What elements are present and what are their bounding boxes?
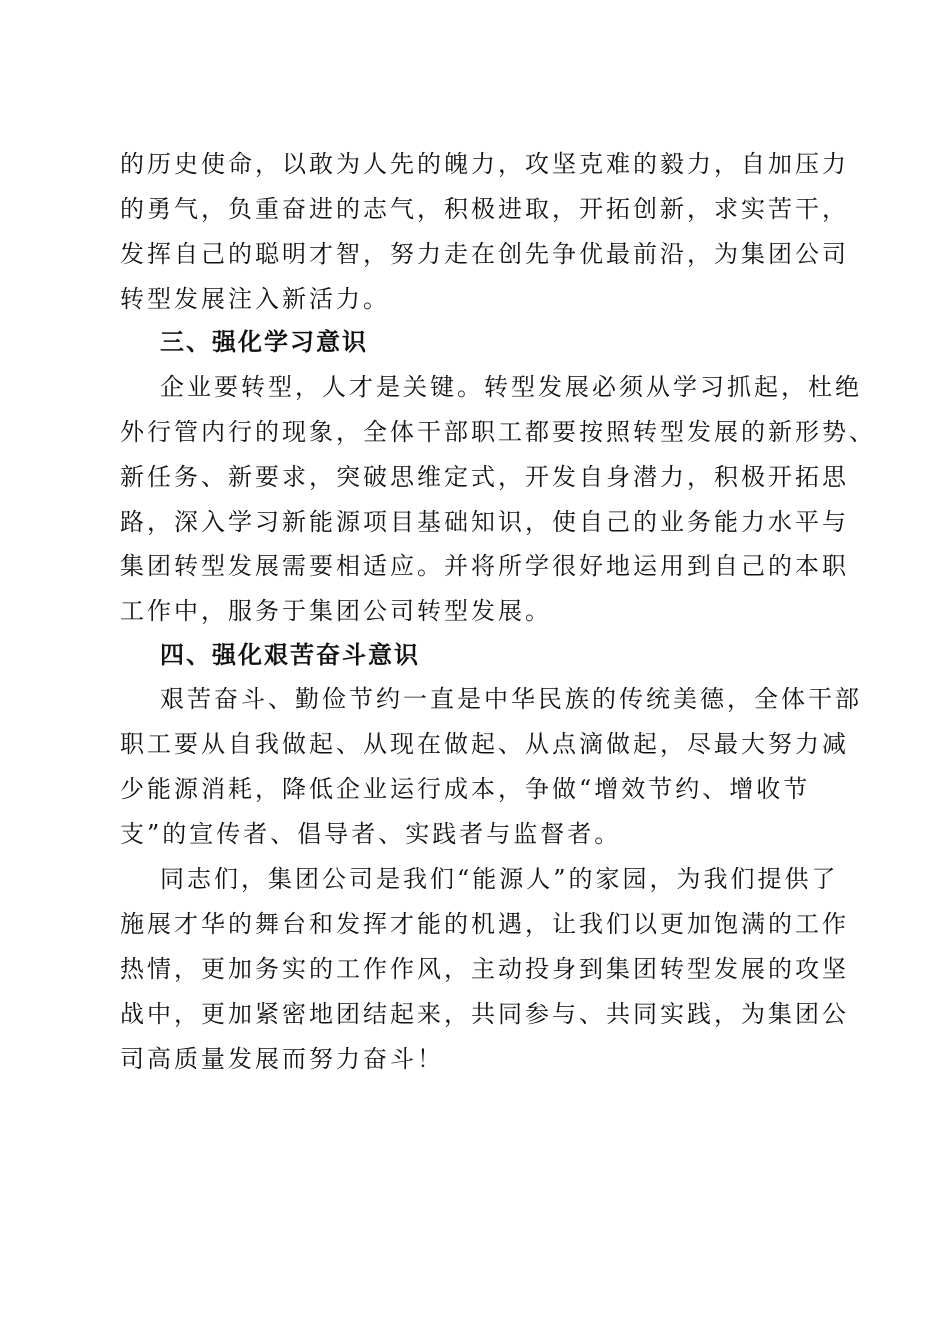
paragraph-3-line-2: 职工要从自我做起、从现在做起、从点滴做起，尽最大努力减 [120, 730, 849, 758]
paragraph-3-line-1: 艰苦奋斗、勤俭节约一直是中华民族的传统美德，全体干部 [160, 685, 862, 713]
paragraph-1-line-2: 的勇气，负重奋进的志气，积极进取，开拓创新，求实苦干， [120, 195, 849, 223]
paragraph-3-line-4: 支”的宣传者、倡导者、实践者与监督者。 [120, 820, 622, 848]
paragraph-4-line-2: 施展才华的舞台和发挥才能的机遇，让我们以更加饱满的工作 [120, 910, 849, 938]
paragraph-4-line-5: 司高质量发展而努力奋斗！ [120, 1045, 444, 1073]
section-heading-4: 四、强化艰苦奋斗意识 [160, 641, 420, 669]
paragraph-2-line-5: 集团转型发展需要相适应。并将所学很好地运用到自己的本职 [120, 552, 849, 580]
paragraph-4-line-1: 同志们，集团公司是我们“能源人”的家园，为我们提供了 [160, 865, 839, 893]
paragraph-2-line-2: 外行管内行的现象，全体干部职工都要按照转型发展的新形势、 [120, 418, 876, 446]
paragraph-2-line-4: 路，深入学习新能源项目基础知识，使自己的业务能力水平与 [120, 508, 849, 536]
paragraph-4-line-3: 热情，更加务实的工作作风，主动投身到集团转型发展的攻坚 [120, 955, 849, 983]
section-heading-3: 三、强化学习意识 [160, 328, 368, 356]
paragraph-1-line-4: 转型发展注入新活力。 [120, 285, 390, 313]
paragraph-1-line-3: 发挥自己的聪明才智，努力走在创先争优最前沿，为集团公司 [120, 240, 849, 268]
paragraph-3-line-3: 少能源消耗，降低企业运行成本，争做“增效节约、增收节 [120, 775, 811, 803]
paragraph-2-line-6: 工作中，服务于集团公司转型发展。 [120, 597, 552, 625]
paragraph-2-line-1: 企业要转型，人才是关键。转型发展必须从学习抓起，杜绝 [160, 373, 862, 401]
paragraph-2-line-3: 新任务、新要求，突破思维定式，开发自身潜力，积极开拓思 [120, 463, 849, 491]
paragraph-4-line-4: 战中，更加紧密地团结起来，共同参与、共同实践，为集团公 [120, 1000, 849, 1028]
paragraph-1-line-1: 的历史使命，以敢为人先的魄力，攻坚克难的毅力，自加压力 [120, 150, 849, 178]
